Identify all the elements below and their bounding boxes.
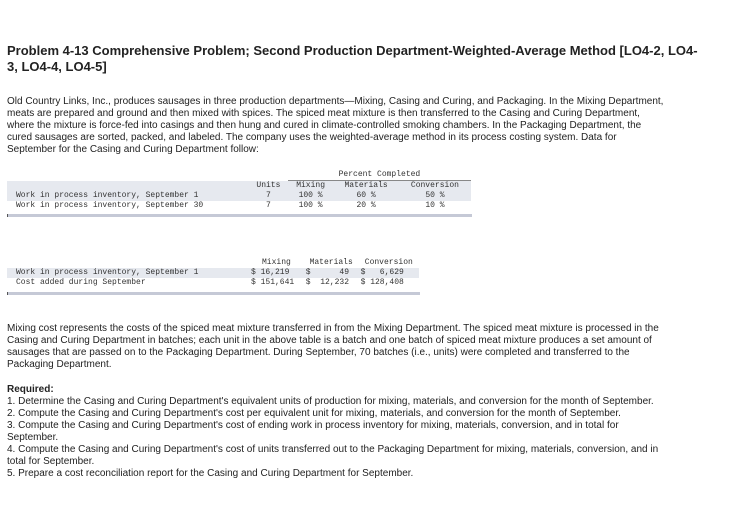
percent-completed-header: Percent Completed	[288, 170, 471, 181]
requirement-item: 1. Determine the Casing and Curing Department's equivalent units of production for mixing, materials, and conversion for the month of September.	[7, 396, 654, 407]
requirement-item: 4. Compute the Casing and Curing Department's cost of units transferred out to the Packaging Department for mixing, materials, conversion, and in total for September.	[7, 444, 659, 467]
requirement-item: 2. Compute the Casing and Curing Department's cost per equivalent unit for mixing, materials, and conversion for the month of September.	[7, 408, 621, 419]
row-label: Work in process inventory, September 30	[7, 201, 249, 211]
col-conversion: Conversion	[359, 258, 419, 268]
table-row	[7, 201, 471, 211]
cell-materials: 60 %	[333, 191, 398, 201]
col-conversion: Conversion	[399, 181, 471, 192]
table-row	[7, 268, 419, 278]
cell-materials: $ 12,232	[304, 278, 359, 288]
cell-materials: 20 %	[333, 201, 398, 211]
cost-table	[7, 258, 419, 288]
cell-units: 7	[249, 191, 288, 201]
row-label: Cost added during September	[7, 278, 249, 288]
intro-paragraph: Old Country Links, Inc., produces sausages in three production departments—Mixing, Casing and Curing, and Packaging. In the Mixing Department, meats are prepared and ground and then mixed with spices. The spiced meat mixture is then transferred to the Casing and Curing Department, where the mixture is force-fed into casings and then hung and cured in climate-controlled smoking chambers. In the Packaging Department, the cured sausages are sorted, packed, and labeled. The company uses the weighted-average method in its process costing system. Data for September for the Casing and Curing Department follow:	[7, 96, 664, 155]
required-label: Required:	[7, 384, 54, 395]
requirements-section	[7, 384, 667, 480]
cell-units: 7	[249, 201, 288, 211]
cell-mixing: $ 151,641	[249, 278, 304, 288]
table-divider	[7, 292, 420, 295]
table-row	[7, 278, 419, 288]
col-mixing: Mixing	[288, 181, 334, 192]
table-row	[7, 191, 471, 201]
cell-conversion: 10 %	[399, 201, 471, 211]
cell-mixing: 100 %	[288, 191, 334, 201]
col-materials: Materials	[333, 181, 398, 192]
cell-mixing: $ 16,219	[249, 268, 304, 278]
cell-materials: $ 49	[304, 268, 359, 278]
cell-conversion: 50 %	[399, 191, 471, 201]
col-mixing: Mixing	[249, 258, 304, 268]
table-header-group	[7, 170, 471, 181]
row-label: Work in process inventory, September 1	[7, 268, 249, 278]
units-percent-table	[7, 170, 471, 211]
cell-mixing: 100 %	[288, 201, 334, 211]
requirement-item: 5. Prepare a cost reconciliation report for the Casing and Curing Department for September.	[7, 468, 414, 479]
table-header-row	[7, 258, 419, 268]
requirement-item: 3. Compute the Casing and Curing Department's cost of ending work in process inventory for mixing, materials, conversion, and in total for September.	[7, 420, 619, 443]
col-materials: Materials	[304, 258, 359, 268]
table-divider	[7, 214, 472, 217]
col-units: Units	[249, 181, 288, 192]
problem-title: Problem 4-13 Comprehensive Problem; Second Production Department-Weighted-Average Method [LO4-2, LO4-3, LO4-4, LO4-5]	[7, 43, 698, 74]
row-label: Work in process inventory, September 1	[7, 191, 249, 201]
table-header-row	[7, 181, 471, 192]
cell-conversion: $ 6,629	[359, 268, 419, 278]
mixing-cost-paragraph: Mixing cost represents the costs of the spiced meat mixture transferred in from the Mixing Department. The spiced meat mixture is processed in the Casing and Curing Department in batches; each unit in the above table is a batch and one batch of spiced meat mixture produces a set amount of sausages that are passed on to the Packaging Department. During September, 70 batches (i.e., units) were completed and transferred to the Packaging Department.	[7, 323, 659, 370]
cell-conversion: $ 128,408	[359, 278, 419, 288]
